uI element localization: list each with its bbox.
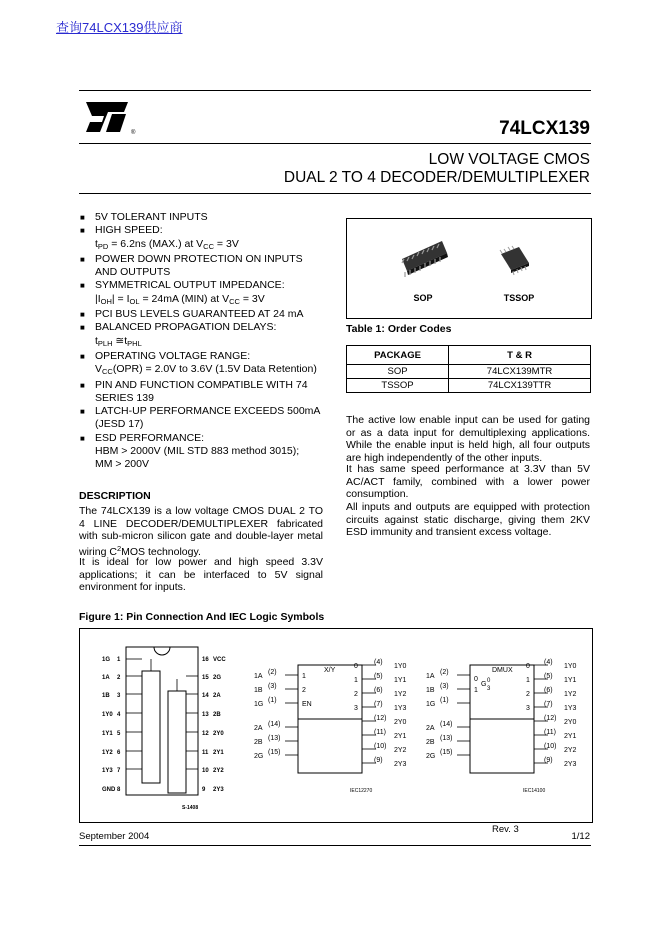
pin-number: 16 (202, 657, 209, 663)
input-label: 1A (254, 673, 263, 680)
top-rule (79, 90, 591, 91)
figure-caption: Figure 1: Pin Connection And IEC Logic Symbols (79, 611, 325, 623)
output-label: 1Y0 (394, 663, 407, 670)
pin-number: 6 (117, 750, 121, 756)
symbol-title: DMUX (492, 667, 513, 674)
symbol-inner-label: 1 (474, 687, 478, 694)
output-label: 1Y1 (564, 677, 577, 684)
pin-number: 14 (202, 693, 209, 699)
input-label: 2A (254, 725, 263, 732)
symbol-inner-label: 3 (354, 705, 358, 712)
output-pin: (7) (374, 701, 383, 708)
input-label: 2A (426, 725, 435, 732)
pin-label: 1B (102, 693, 110, 699)
sop-package-icon (402, 241, 448, 277)
pin-label: GND (102, 787, 116, 793)
pin-number: 13 (202, 712, 209, 718)
iec-symbol-2 (426, 659, 577, 794)
output-pin: (6) (544, 687, 553, 694)
symbol-inner-label: 0 (474, 676, 478, 683)
symbol-inner-label: 1 (526, 677, 530, 684)
tssop-label: TSSOP (503, 293, 535, 303)
pin-number: 1 (117, 657, 121, 663)
output-pin: (12) (374, 715, 387, 722)
pin-label: 2Y1 (213, 750, 224, 756)
feature-item: ■ 5V TOLERANT INPUTS (79, 211, 327, 224)
output-label: 2Y1 (564, 733, 577, 740)
order-codes-table (346, 345, 591, 393)
input-pin: (14) (440, 721, 453, 728)
footer-rule (79, 845, 591, 846)
output-pin: (10) (374, 743, 387, 750)
pin-label: 2G (213, 675, 222, 681)
output-pin: (7) (544, 701, 553, 708)
input-label: 2B (254, 739, 263, 746)
output-label: 1Y0 (564, 663, 577, 670)
feature-item: ■ BALANCED PROPAGATION DELAYS: $t_{PLH}$ $≅t_{PHL}$ (79, 321, 327, 350)
sop-label: SOP (413, 293, 433, 303)
input-pin: (3) (268, 683, 277, 690)
table-cell: 74LCX139MTR (449, 365, 591, 379)
feature-item: ■ SYMMETRICAL OUTPUT IMPEDANCE: $|I_{OH}| = I_{OL} = 24mA$ (MIN) at $V_{CC} = 3V$ (79, 279, 327, 308)
output-pin: (9) (374, 757, 383, 764)
input-label: 1B (426, 687, 435, 694)
symbol-inner-label: 1 (354, 677, 358, 684)
input-pin: (2) (440, 669, 449, 676)
symbol-inner-label: 2 (526, 691, 530, 698)
output-pin: (5) (374, 673, 383, 680)
feature-item: ■ PIN AND FUNCTION COMPATIBLE WITH 74 SERIES 139 (79, 379, 327, 406)
symbol-inner-label: EN (302, 701, 312, 708)
order-table-caption: Table 1: Order Codes (346, 323, 452, 335)
supplier-link[interactable]: 查询74LCX139供应商 (56, 20, 183, 35)
input-label: 2G (426, 753, 436, 760)
output-label: 1Y2 (394, 691, 407, 698)
pin-number: 9 (202, 787, 206, 793)
page-number: 1/12 (571, 831, 590, 842)
table-row (347, 365, 591, 379)
symbol-inner-label: 3 (487, 686, 491, 692)
feature-item: ■ PCI BUS LEVELS GUARANTEED AT 24 mA (79, 308, 327, 321)
output-label: 2Y0 (394, 719, 407, 726)
registered-mark: ® (131, 130, 136, 136)
input-pin: (3) (440, 683, 449, 690)
package-box (346, 218, 592, 319)
input-pin: (15) (440, 749, 453, 756)
output-pin: (5) (544, 673, 553, 680)
input-pin: (1) (440, 697, 449, 704)
pin-label: 2B (213, 712, 221, 718)
output-label: 2Y0 (564, 719, 577, 726)
feature-item: ■ LATCH-UP PERFORMANCE EXCEEDS 500mA (JESD 17) (79, 405, 327, 432)
pin-label: 1Y3 (102, 768, 113, 774)
output-pin: (10) (544, 743, 557, 750)
output-pin: (4) (544, 659, 553, 666)
st-logo (80, 98, 140, 136)
output-label: 1Y3 (394, 705, 407, 712)
symbol-inner-label: 0 (526, 663, 530, 670)
description-paragraph-2: It is ideal for low power and high speed 3.3V applications; it can be interfaced to 5V signal environment for inputs. (79, 556, 323, 594)
figure-box (79, 628, 593, 823)
symbol-inner-label: 2 (302, 687, 306, 694)
output-label: 2Y2 (394, 747, 407, 754)
part-number: 74LCX139 (499, 118, 590, 139)
symbol-title: X/Y (324, 667, 336, 674)
symbol-code: IEC14100 (523, 788, 546, 794)
title-bottom-rule (79, 193, 591, 194)
pin-label: 2Y3 (213, 787, 224, 793)
pin-number: 11 (202, 750, 209, 756)
pin-label: 1Y1 (102, 731, 113, 737)
input-pin: (15) (268, 749, 281, 756)
pin-number: 15 (202, 675, 209, 681)
table-cell: TSSOP (347, 379, 449, 393)
pin-number: 8 (117, 787, 121, 793)
iec-symbol-1 (254, 659, 407, 794)
right-paragraph-1: The active low enable input can be used for gating or as a data input for demultiplexing applications. While the enable input is held high, all four outputs are high independently of the other inputs. (346, 414, 590, 464)
pin-number: 12 (202, 731, 209, 737)
table-cell: SOP (347, 365, 449, 379)
figure-drawing (80, 629, 592, 822)
symbol-inner-label: 2 (354, 691, 358, 698)
input-pin: (2) (268, 669, 277, 676)
pin-number: 5 (117, 731, 121, 737)
pin-label: 1Y0 (102, 712, 113, 718)
output-pin: (4) (374, 659, 383, 666)
symbol-code: IEC12270 (350, 788, 373, 794)
pin-label: VCC (213, 657, 226, 663)
footer-date: September 2004 (79, 831, 150, 842)
symbol-inner-label: 0 (487, 678, 491, 684)
pin-label: 2Y0 (213, 731, 224, 737)
right-paragraph-2: It has same speed performance at 3.3V than 5V AC/ACT family, combined with a lower power consumption. (346, 463, 590, 501)
output-pin: (11) (374, 729, 386, 736)
pin-label: 1Y2 (102, 750, 113, 756)
output-label: 2Y3 (564, 761, 577, 768)
pin-number: 3 (117, 693, 121, 699)
output-pin: (9) (544, 757, 553, 764)
input-label: 1G (254, 701, 264, 708)
output-label: 1Y2 (564, 691, 577, 698)
pin-number: 10 (202, 768, 209, 774)
input-label: 2G (254, 753, 264, 760)
pin-number: 7 (117, 768, 121, 774)
title-line-1: LOW VOLTAGE CMOS (428, 151, 590, 168)
output-label: 1Y3 (564, 705, 577, 712)
input-pin: (14) (268, 721, 281, 728)
feature-item: ■ POWER DOWN PROTECTION ON INPUTS AND OUTPUTS (79, 253, 327, 280)
feature-item: ■ OPERATING VOLTAGE RANGE: $V_{CC}(OPR) = 2.0V$ to 3.6V (1.5V Data Retention) (79, 350, 327, 379)
table-header: PACKAGE (347, 346, 449, 365)
pin-label: 1A (102, 675, 110, 681)
feature-item: ■ HIGH SPEED: $t_{PD} = 6.2ns$ (MAX.) at $V_{CC} = 3V$ (79, 224, 327, 253)
input-label: 2B (426, 739, 435, 746)
table-cell: 74LCX139TTR (449, 379, 591, 393)
input-label: 1A (426, 673, 435, 680)
pin-label: 2Y2 (213, 768, 224, 774)
package-images (347, 219, 591, 318)
title-rule (79, 143, 591, 144)
feature-list (79, 211, 327, 472)
input-label: 1B (254, 687, 263, 694)
title-line-2: DUAL 2 TO 4 DECODER/DEMULTIPLEXER (283, 169, 590, 186)
revision: Rev. 3 (492, 824, 519, 835)
pin-connection-diagram (126, 647, 198, 795)
pin-number: 2 (117, 675, 121, 681)
output-label: 2Y3 (394, 761, 407, 768)
pin-label: 1G (102, 657, 111, 663)
symbol-inner-label: 1 (302, 673, 306, 680)
table-header: T & R (449, 346, 591, 365)
input-label: 1G (426, 701, 436, 708)
output-label: 2Y1 (394, 733, 407, 740)
output-label: 2Y2 (564, 747, 577, 754)
tssop-package-icon (500, 246, 529, 275)
symbol-inner-label: 0 (354, 663, 358, 670)
feature-item: ■ ESD PERFORMANCE: HBM > 2000V (MIL STD 883 method 3015); MM > 200V (79, 432, 327, 472)
symbol-inner-label: 3 (526, 705, 530, 712)
pin-number: 4 (117, 712, 121, 718)
description-paragraph-1: The 74LCX139 is a low voltage CMOS DUAL 2 TO 4 LINE DECODER/DEMULTIPLEXER fabricated with sub-micron silicon gate and double-layer metal wiring $C^2MOS$ technology. (79, 505, 323, 558)
pin-label: 2A (213, 693, 221, 699)
description-heading: DESCRIPTION (79, 490, 151, 502)
table-row (347, 379, 591, 393)
output-label: 1Y1 (394, 677, 407, 684)
output-pin: (6) (374, 687, 383, 694)
right-paragraph-3: All inputs and outputs are equipped with protection circuits against static discharge, giving them 2KV ESD immunity and transient excess voltage. (346, 501, 590, 539)
output-pin: (11) (544, 729, 556, 736)
symbol-inner-label: G (481, 681, 487, 688)
input-pin: (1) (268, 697, 277, 704)
input-pin: (13) (440, 735, 453, 742)
pin-diagram-code: S-1408 (182, 805, 199, 811)
input-pin: (13) (268, 735, 281, 742)
output-pin: (12) (544, 715, 557, 722)
